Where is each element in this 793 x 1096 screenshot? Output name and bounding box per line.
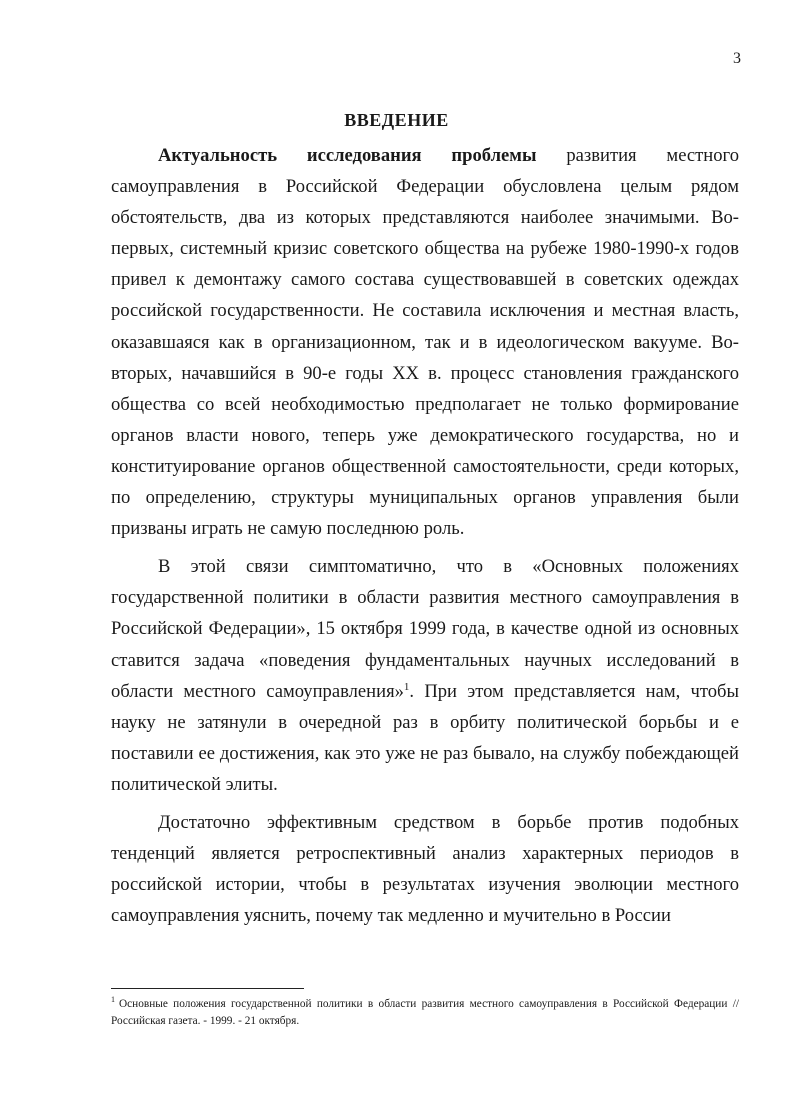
paragraph-1 [111,140,739,544]
page-title: ВВЕДЕНИЕ [344,110,449,130]
footnote-divider [111,988,304,989]
paragraph-2-text-before: В этой связи симптоматично, что в «Основных положениях государственной политики в области развития местного самоуправления в Российской Федерации», 15 октября 1999 года, в качестве одной из основных ставится задача «поведения фундаментальных научных исследований в области местного самоуправления» [111,556,739,702]
paragraph-2-text-after: . При этом представляется нам, чтобы науку не затянули в очередной раз в орбиту политической борьбы и е поставили ее достижения, как это уже не раз бывало, на службу побеждающей политической элиты. [111,680,739,795]
paragraph-2 [111,551,739,800]
footnote [111,996,739,1030]
footnote-text: Основные положения государственной политики в области развития местного самоуправления в Российской Федерации // Российская газета. - 1999. - 21 октября. [111,998,739,1027]
footnote-mark: 1 [111,995,115,1005]
body-text [111,140,739,931]
footnote-reference: 1 [403,680,410,693]
paragraph-3-text: Достаточно эффективным средством в борьбе против подобных тенденций является ретроспективный анализ характерных периодов в российской истории, чтобы в результатах изучения эволюции местного самоуправления уяснить, почему так медленно и мучительно в России [111,811,739,927]
paragraph-1-bold-lead: Актуальность исследования проблемы [158,145,537,166]
page-number: 3 [733,50,741,67]
paragraph-1-text: развития местного самоуправления в Российской Федерации обусловлена целым рядом обстоятельств, два из которых представляются наиболее значимыми. Во-первых, системный кризис советского общества на рубеже 1980-1990-х годов привел к демонтажу самого состава существовавшей в советских одеждах российской государственности. Не составила исключения и местная власть, оказавшаяся как в организационном, так и в идеологическом вакууме. Во-вторых, начавшийся в 90-е годы XX в. процесс становления гражданского общества со всей необходимостью предполагает не только формирование органов власти нового, теперь уже демократического государства, но и конституирование органов общественной самостоятельности, среди которых, по определению, структуры муниципальных органов управления были призваны играть не самую последнюю роль. [111,145,740,540]
paragraph-3 [111,807,739,931]
